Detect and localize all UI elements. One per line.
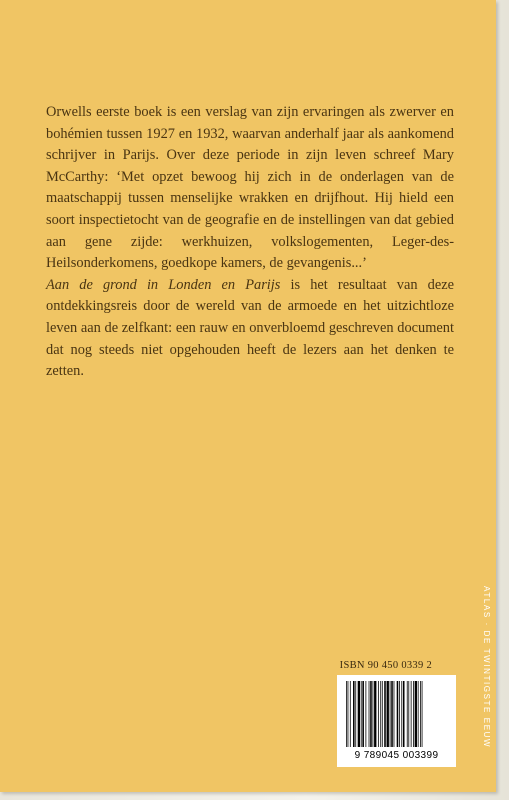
- barcode-bar: [362, 681, 364, 747]
- barcode-bar: [399, 681, 400, 747]
- barcode-bar: [370, 681, 372, 747]
- barcode-bar: [353, 681, 355, 747]
- barcode-bar: [408, 681, 409, 747]
- barcode-bar: [397, 681, 399, 747]
- barcode-bar: [374, 681, 376, 747]
- barcode-bars-icon: [346, 681, 447, 749]
- barcode-bar: [401, 681, 402, 747]
- barcode: [337, 675, 456, 767]
- barcode-bar: [411, 681, 412, 747]
- barcode-bar: [369, 681, 370, 747]
- blurb-paragraph-2-text: is het resultaat van deze ontdekkingsreis door de wereld van de armoede en het uitzichtloze leven aan de zelfkant: een rauw en onverbloemd geschreven document dat nog steeds niet opgehouden heeft de lezers aan het denken te zetten.: [46, 276, 455, 380]
- barcode-bar: [420, 681, 421, 747]
- barcode-bar: [382, 681, 383, 747]
- barcode-bar: [407, 681, 408, 747]
- barcode-bar: [403, 681, 405, 747]
- barcode-bar: [418, 681, 419, 747]
- barcode-bar: [391, 681, 393, 747]
- barcode-bar: [415, 681, 417, 747]
- barcode-bar: [394, 681, 395, 747]
- barcode-bar: [387, 681, 389, 747]
- barcode-bar: [390, 681, 391, 747]
- barcode-bar: [366, 681, 367, 747]
- isbn-label: ISBN 90 450 0339 2: [339, 660, 432, 671]
- barcode-bar: [422, 681, 423, 747]
- barcode-bar: [350, 681, 351, 747]
- blurb-text: [46, 102, 454, 383]
- barcode-digits: 9 789045 003399: [354, 750, 439, 761]
- barcode-bar: [413, 681, 414, 747]
- barcode-bar: [348, 681, 349, 747]
- barcode-bar: [346, 681, 347, 747]
- barcode-bar: [373, 681, 374, 747]
- series-label: ATLAS · DE TWINTIGSTE EEUW: [482, 586, 491, 749]
- barcode-bar: [380, 681, 381, 747]
- book-title: Aan de grond in Londen en Parijs: [46, 276, 281, 293]
- barcode-bar: [361, 681, 362, 747]
- blurb-paragraph-1: Orwells eerste boek is een verslag van zijn ervaringen als zwerver en bohémien tussen 1927 en 1932, waarvan anderhalf jaar als aankomend schrijver in Parijs. Over deze periode in zijn leven schreef Mary McCarthy: ‘Met opzet bewoog hij zich in de onderlagen van de maatschappij tussen menselijke wrakken en drijfhout. Hij hield een soort inspectietocht van de geografie en de instellingen van dat gebied aan gene zijde: werkhuizen, volkslogementen, Leger-des-Heilsonderkomens, goedkope kamers, de gevangenis...’: [46, 104, 454, 272]
- barcode-bar: [355, 681, 356, 747]
- barcode-bar: [358, 681, 360, 747]
- barcode-bar: [378, 681, 379, 747]
- blurb-paragraph-2: [46, 275, 454, 383]
- barcode-bar: [384, 681, 386, 747]
